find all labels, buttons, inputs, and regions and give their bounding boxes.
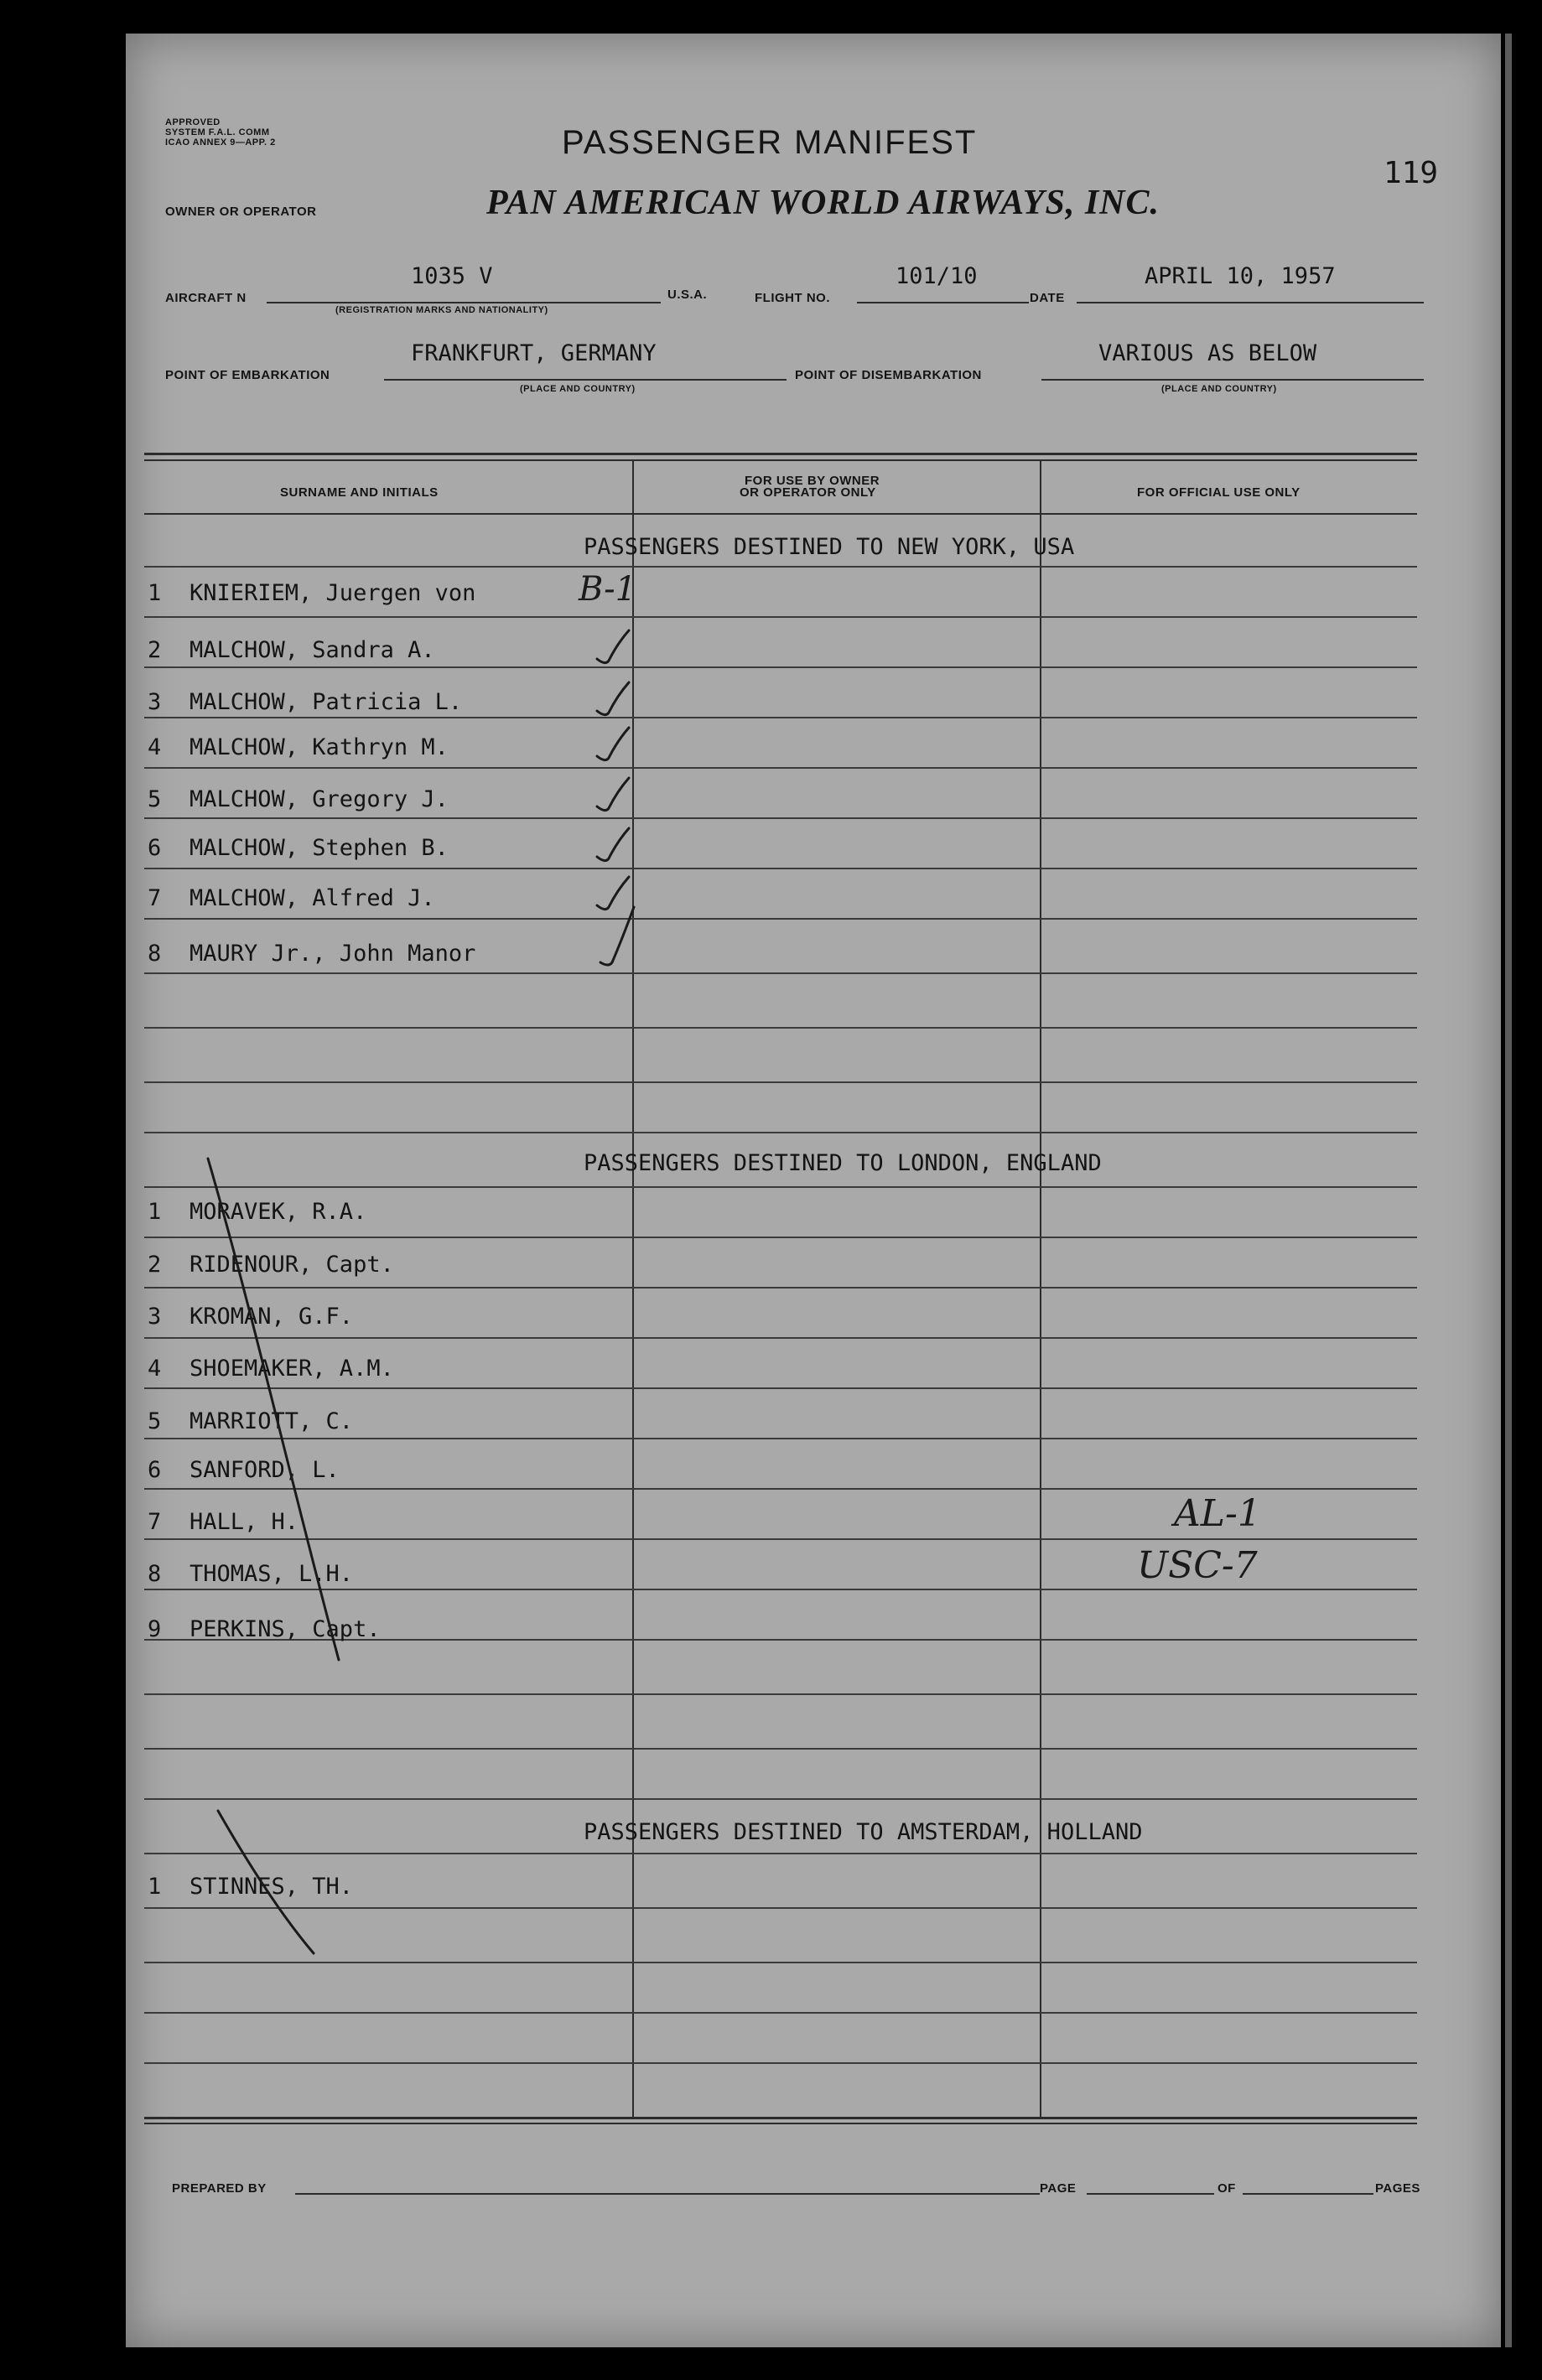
disembark-label: POINT OF DISEMBARKATION — [795, 368, 982, 382]
flight-label: FLIGHT NO. — [755, 291, 830, 305]
passenger-name: MORAVEK, R.A. — [190, 1199, 367, 1225]
checkmark-3 — [597, 682, 629, 715]
handwritten-official-2: USC-7 — [1137, 1544, 1258, 1587]
passenger-number: 2 — [148, 637, 162, 663]
date-value: APRIL 10, 1957 — [1145, 263, 1336, 289]
passenger-number: 4 — [148, 1356, 162, 1382]
passenger-name: MALCHOW, Stephen B. — [190, 835, 449, 861]
passenger-name: KROMAN, G.F. — [190, 1304, 354, 1330]
passenger-name: PERKINS, Capt. — [190, 1616, 381, 1642]
passenger-number: 7 — [148, 885, 162, 911]
passenger-number: 6 — [148, 1457, 162, 1483]
passenger-name: SHOEMAKER, A.M. — [190, 1356, 394, 1382]
passenger-number: 1 — [148, 1199, 162, 1225]
passenger-number: 6 — [148, 835, 162, 861]
col-header-operator-1: FOR USE BY OWNER — [745, 474, 880, 488]
flight-value: 101/10 — [896, 263, 978, 289]
passenger-number: 9 — [148, 1616, 162, 1642]
date-label: DATE — [1030, 291, 1065, 305]
handwritten-check-b1: B-1 — [579, 570, 637, 609]
of-underline — [1243, 2193, 1373, 2195]
group-heading-new-york: PASSENGERS DESTINED TO NEW YORK, USA — [584, 534, 1075, 560]
owner-value: PAN AMERICAN WORLD AIRWAYS, INC. — [486, 184, 1160, 222]
passenger-name: MALCHOW, Sandra A. — [190, 637, 435, 663]
passenger-name: THOMAS, L.H. — [190, 1561, 354, 1587]
passenger-number: 3 — [148, 689, 162, 715]
embark-sublabel: (PLACE AND COUNTRY) — [520, 384, 636, 394]
embark-label: POINT OF EMBARKATION — [165, 368, 330, 382]
strike-line-london — [208, 1159, 339, 1660]
passenger-number: 8 — [148, 941, 162, 967]
passenger-number: 5 — [148, 1408, 162, 1434]
passenger-number: 8 — [148, 1561, 162, 1587]
checkmark-6 — [597, 828, 629, 861]
approval-line-3: ICAO ANNEX 9—APP. 2 — [165, 137, 276, 148]
usa-label: U.S.A. — [667, 288, 708, 302]
passenger-name: MALCHOW, Alfred J. — [190, 885, 435, 911]
checkmark-5 — [597, 778, 629, 811]
passenger-name: MARRIOTT, C. — [190, 1408, 354, 1434]
passenger-name: MALCHOW, Gregory J. — [190, 786, 449, 812]
page-number-stamp: 119 — [1384, 156, 1439, 190]
col-header-operator-2: OR OPERATOR ONLY — [740, 485, 876, 500]
col-header-official: FOR OFFICIAL USE ONLY — [1137, 485, 1301, 500]
group-heading-london: PASSENGERS DESTINED TO LONDON, ENGLAND — [584, 1150, 1102, 1176]
aircraft-label: AIRCRAFT N — [165, 291, 247, 305]
strike-line-amsterdam — [218, 1811, 314, 1953]
disembark-sublabel: (PLACE AND COUNTRY) — [1161, 384, 1277, 394]
group-heading-amsterdam: PASSENGERS DESTINED TO AMSTERDAM, HOLLAND — [584, 1819, 1143, 1845]
col-header-surname: SURNAME AND INITIALS — [280, 485, 439, 500]
of-label: OF — [1218, 2181, 1236, 2196]
passenger-name: KNIERIEM, Juergen von — [190, 580, 476, 606]
passenger-number: 7 — [148, 1509, 162, 1535]
approval-line-2: SYSTEM F.A.L. COMM — [165, 127, 270, 137]
page-label: PAGE — [1040, 2181, 1077, 2196]
aircraft-value: 1035 V — [411, 263, 493, 289]
checkmark-8 — [600, 907, 634, 965]
embark-value: FRANKFURT, GERMANY — [411, 340, 657, 366]
passenger-number: 3 — [148, 1304, 162, 1330]
pages-label: PAGES — [1375, 2181, 1420, 2196]
checkmark-4 — [597, 728, 629, 760]
passenger-number: 4 — [148, 734, 162, 760]
passenger-number: 1 — [148, 1874, 162, 1900]
passenger-number: 1 — [148, 580, 162, 606]
checkmark-2 — [597, 630, 629, 663]
passenger-name: STINNES, TH. — [190, 1874, 354, 1900]
passenger-name: RIDENOUR, Capt. — [190, 1252, 394, 1278]
registration-sublabel: (REGISTRATION MARKS AND NATIONALITY) — [335, 305, 548, 315]
passenger-name: MAURY Jr., John Manor — [190, 941, 476, 967]
passenger-name: SANFORD, L. — [190, 1457, 340, 1483]
passenger-number: 5 — [148, 786, 162, 812]
passenger-name: MALCHOW, Patricia L. — [190, 689, 463, 715]
passenger-name: MALCHOW, Kathryn M. — [190, 734, 449, 760]
checkmark-7 — [597, 877, 629, 910]
passenger-name: HALL, H. — [190, 1509, 299, 1535]
owner-label: OWNER OR OPERATOR — [165, 205, 317, 219]
handwritten-official-1: AL-1 — [1174, 1492, 1261, 1535]
prepared-by-label: PREPARED BY — [172, 2181, 267, 2196]
approval-line-1: APPROVED — [165, 117, 221, 127]
prepared-by-underline — [295, 2193, 1040, 2195]
passenger-number: 2 — [148, 1252, 162, 1278]
disembark-value: VARIOUS AS BELOW — [1098, 340, 1317, 366]
page-underline — [1087, 2193, 1214, 2195]
form-title: PASSENGER MANIFEST — [562, 124, 978, 161]
